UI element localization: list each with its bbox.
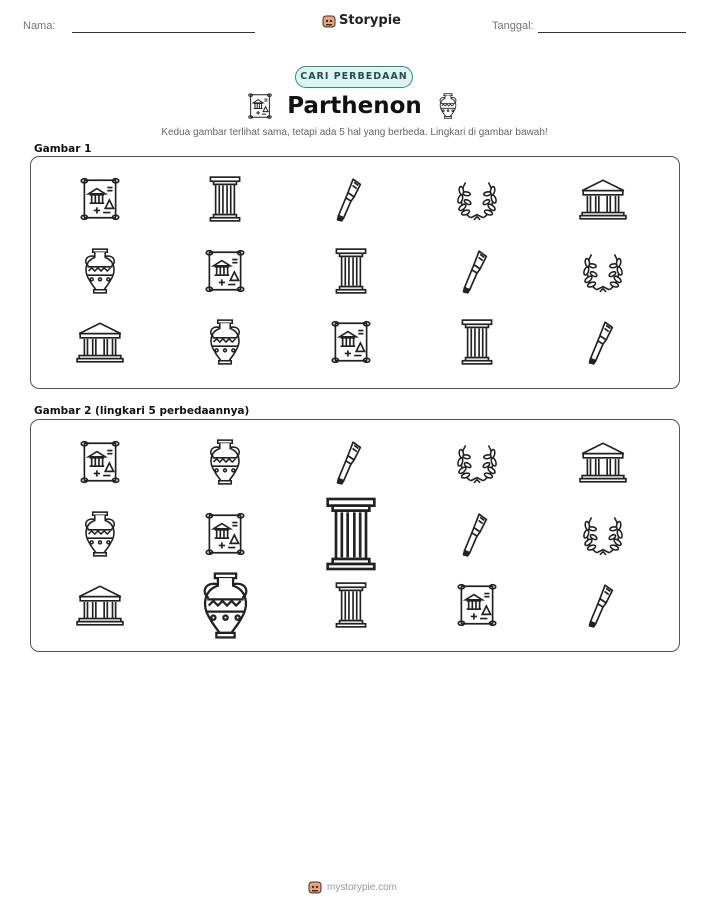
chisel-icon (326, 174, 376, 224)
storypie-mascot-icon (322, 14, 336, 28)
column-icon[interactable] (311, 494, 391, 574)
brand-name: Storypie (339, 13, 401, 28)
chisel-icon (452, 246, 502, 296)
scroll-map-icon (326, 317, 376, 367)
chisel-icon[interactable] (452, 509, 502, 559)
temple-icon (578, 174, 628, 224)
laurel-wreath-icon[interactable] (578, 509, 628, 559)
amphora-icon (434, 90, 462, 122)
footer-site[interactable]: mystorypie.com (327, 881, 398, 893)
picture-panel-1 (30, 156, 680, 389)
chisel-icon (578, 317, 628, 367)
name-line[interactable] (72, 32, 255, 33)
amphora-icon[interactable] (200, 437, 250, 487)
scroll-map-icon[interactable] (452, 580, 502, 630)
column-icon (452, 317, 502, 367)
temple-icon (75, 317, 125, 367)
amphora-icon[interactable] (189, 569, 262, 642)
temple-icon[interactable] (578, 437, 628, 487)
chisel-icon[interactable] (578, 580, 628, 630)
column-icon (326, 246, 376, 296)
amphora-icon[interactable] (75, 509, 125, 559)
scroll-map-icon[interactable] (75, 437, 125, 487)
picture-panel-2[interactable] (30, 419, 680, 652)
laurel-wreath-icon (578, 246, 628, 296)
scroll-map-icon (75, 174, 125, 224)
scroll-map-icon[interactable] (200, 509, 250, 559)
page-title: Parthenon (287, 93, 422, 119)
laurel-wreath-icon[interactable] (452, 437, 502, 487)
name-label: Nama: (23, 20, 56, 32)
temple-icon[interactable] (75, 580, 125, 630)
scroll-map-icon (200, 246, 250, 296)
date-label: Tanggal: (492, 20, 534, 32)
amphora-icon (200, 317, 250, 367)
section1-label: Gambar 1 (34, 143, 92, 155)
laurel-wreath-icon (452, 174, 502, 224)
instructions: Kedua gambar terlihat sama, tetapi ada 5 hal yang berbeda. Lingkari di gambar bawah! (161, 127, 548, 138)
activity-badge: CARI PERBEDAAN (295, 66, 413, 88)
amphora-icon (75, 246, 125, 296)
storypie-mascot-icon (308, 880, 322, 894)
date-line[interactable] (538, 32, 686, 33)
footer (308, 880, 397, 894)
brand-logo (322, 13, 401, 28)
column-icon (200, 174, 250, 224)
section2-label: Gambar 2 (lingkari 5 perbedaannya) (34, 405, 250, 417)
column-icon[interactable] (326, 580, 376, 630)
chisel-icon[interactable] (326, 437, 376, 487)
